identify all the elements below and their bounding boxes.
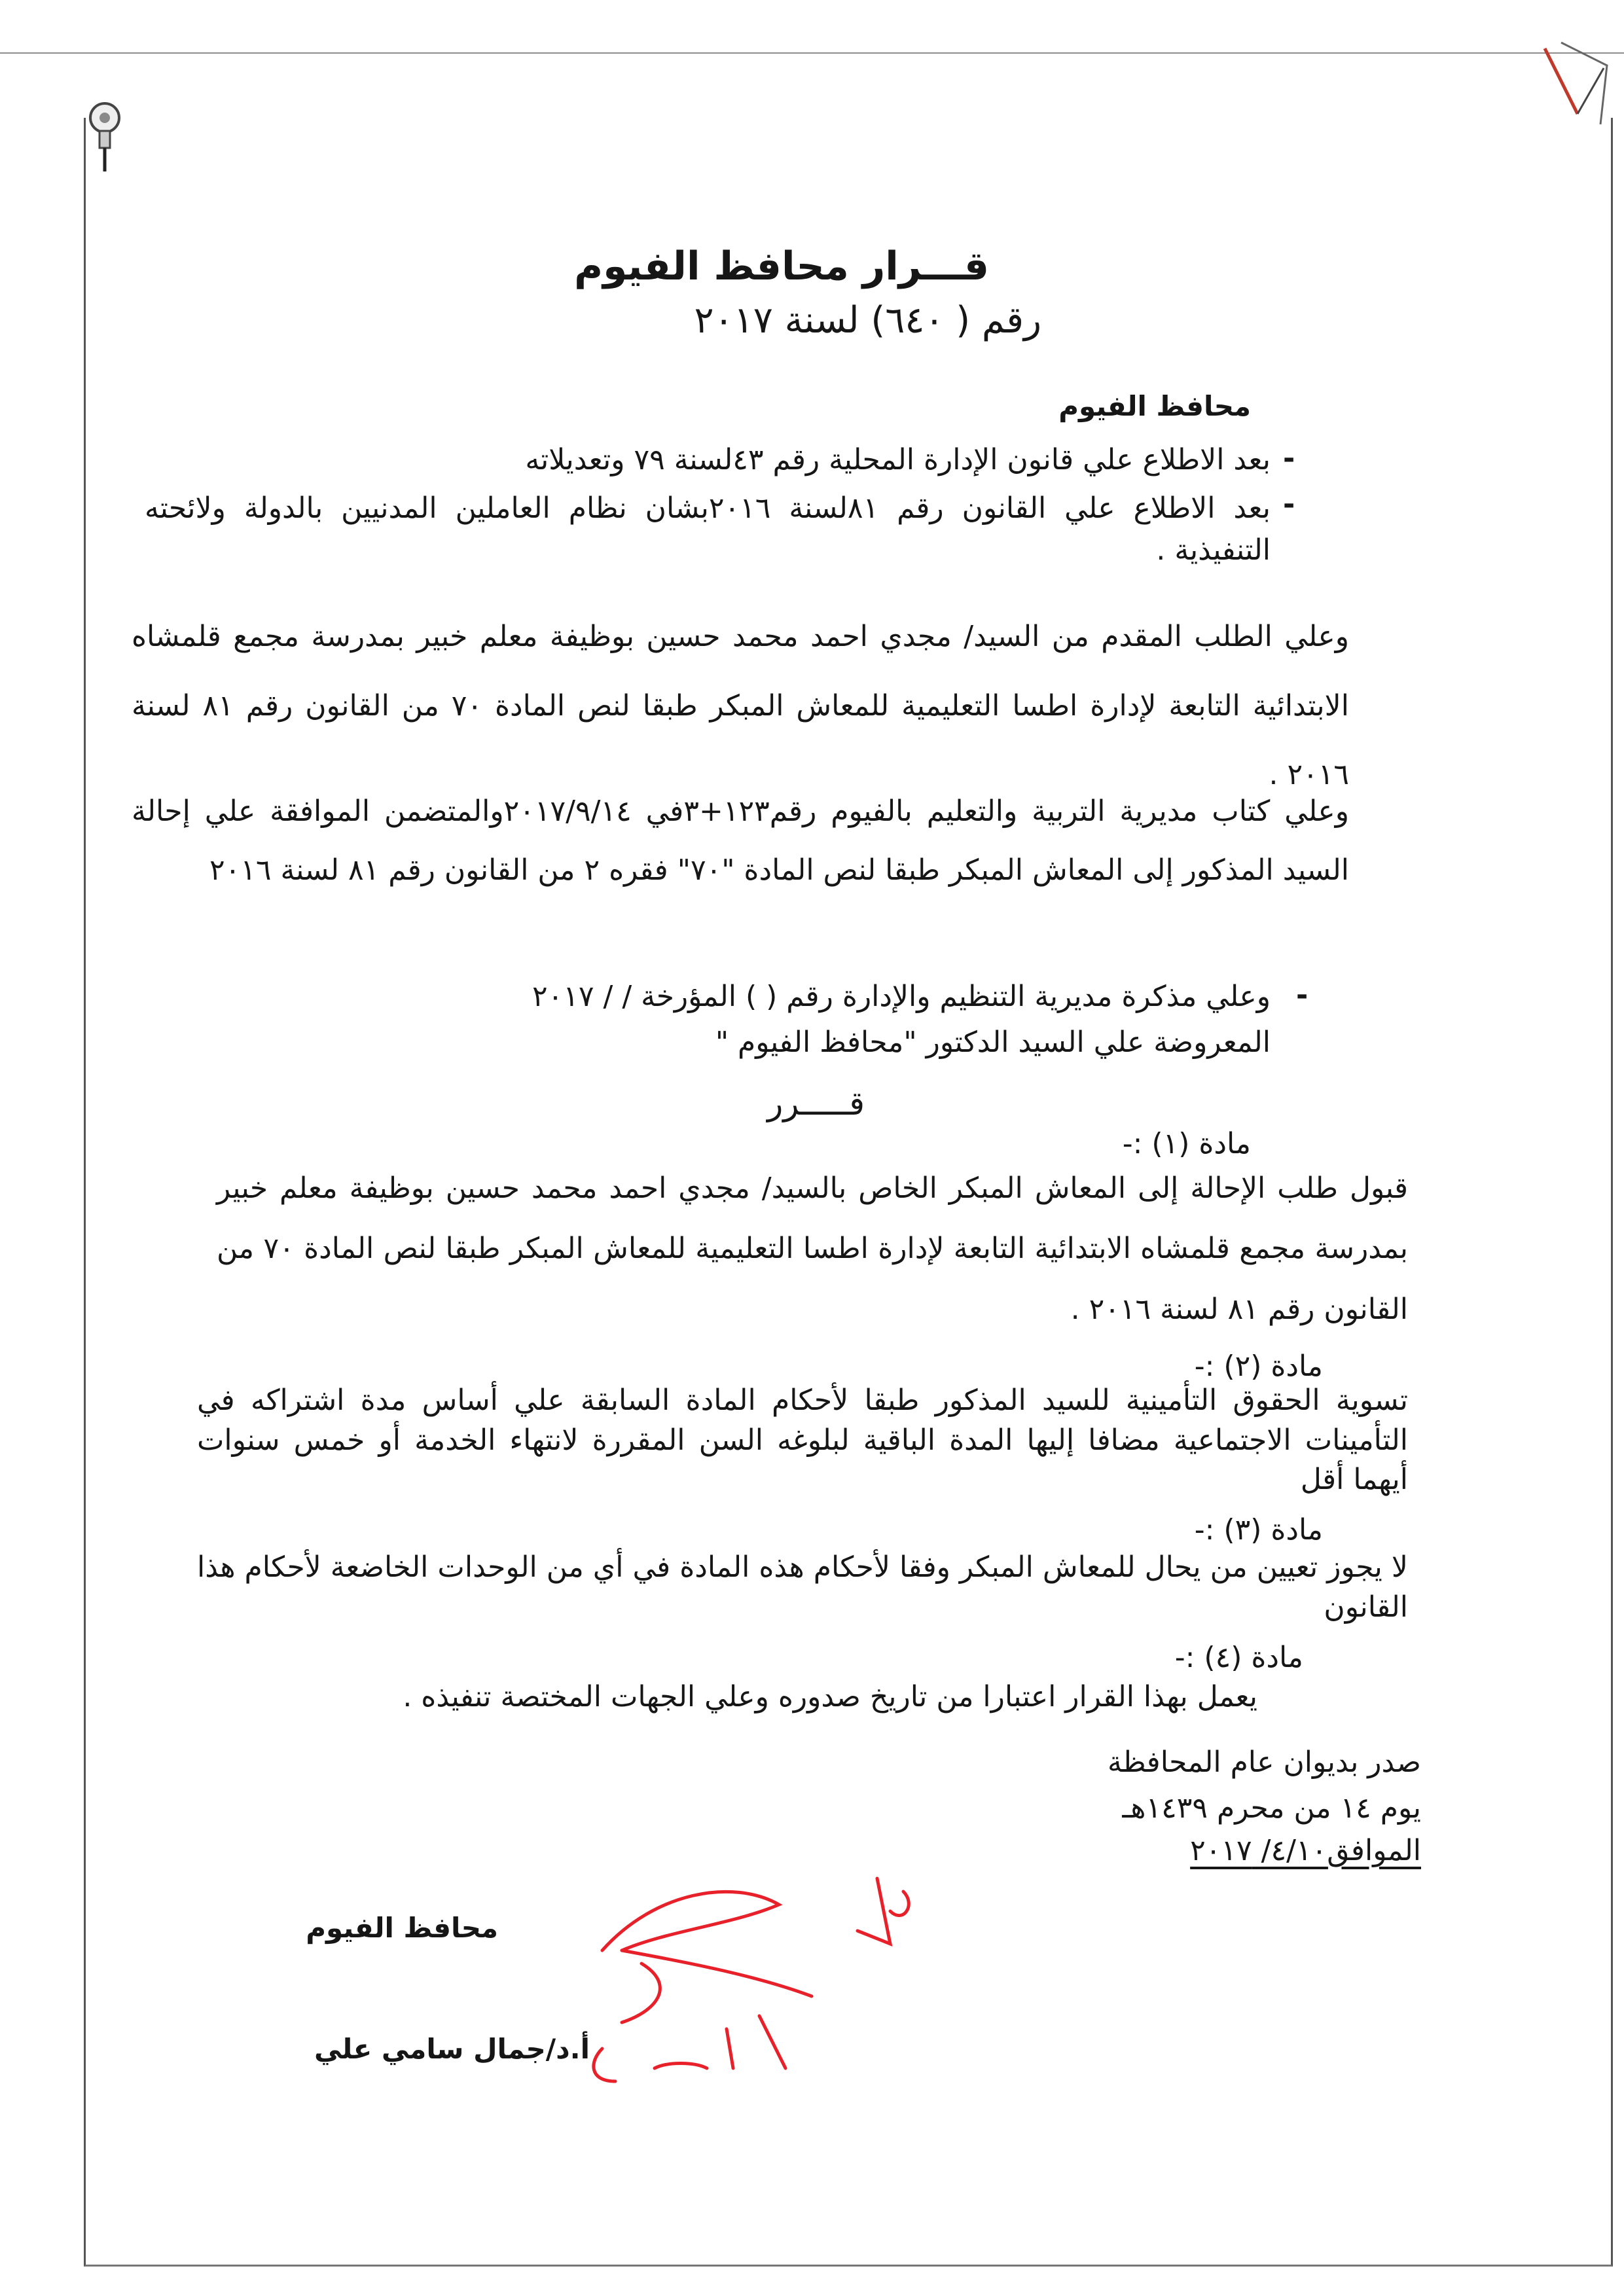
bullet-dash: - <box>1283 488 1295 521</box>
bullet-dash: - <box>1283 442 1295 475</box>
memo-line-2: المعروضة علي السيد الدكتور "محافظ الفيوم " <box>715 1026 1271 1059</box>
intro-item-1: بعد الاطلاع علي قانون الإدارة المحلية رقم ٤٣لسنة ٧٩ وتعديلاته <box>525 443 1271 476</box>
signatory-name: أ.د/جمال سامي علي <box>314 2033 590 2065</box>
issued-line-2: يوم ١٤ من محرم ١٤٣٩هـ <box>1122 1791 1421 1825</box>
thumbtack-icon <box>79 98 131 177</box>
handwritten-signature <box>563 1852 929 2114</box>
article-1-text: قبول طلب الإحالة إلى المعاش المبكر الخاص بالسيد/ مجدي احمد محمد حسين بوظيفة معلم خبير بمدرسة مجمع قلمشاه الابتدائية التابعة لإدارة اطسا التعليمية للمعاش المبكر طبقا لنص المادة ٧٠ من القانون رقم ٨١ لسنة ٢٠١٦ . <box>217 1172 1408 1326</box>
decree-number: رقم ( ٦٤٠) لسنة ٢٠١٧ <box>694 299 1041 342</box>
paragraph-directorate-letter: وعلي كتاب مديرية التربية والتعليم بالفيوم رقم١٢٣+٣في ٢٠١٧/٩/١٤والمتضمن الموافقة علي إحالة السيد المذكور إلى المعاش المبكر طبقا لنص المادة "٧٠" فقره ٢ من القانون رقم ٨١ لسنة ٢٠١٦ <box>132 795 1349 888</box>
article-4-text: يعمل بهذا القرار اعتبارا من تاريخ صدوره وعلي الجهات المختصة تنفيذه . <box>403 1680 1257 1713</box>
article-3-text: لا يجوز تعيين من يحال للمعاش المبكر وفقا لأحكام هذه المادة في أي من الوحدات الخاضعة لأحكام هذا القانون <box>197 1551 1408 1624</box>
article-4-label: مادة (٤) :- <box>1174 1641 1303 1674</box>
corner-mark <box>1538 42 1617 127</box>
article-1-label: مادة (١) :- <box>1122 1127 1251 1160</box>
issued-line-3: الموافق٤/١٠/ ٢٠١٧ <box>1190 1834 1421 1867</box>
article-2-text: تسوية الحقوق التأمينية للسيد المذكور طبقا لأحكام المادة السابقة علي أساس مدة اشتراكه في التأمينات الاجتماعية مضافا إليها المدة الباقية لبلوغه السن المقررة لانتهاء الخدمة أو خمس سنوات أيهما أقل <box>197 1384 1408 1497</box>
article-2-label: مادة (٢) :- <box>1194 1350 1323 1383</box>
intro-item-2: بعد الاطلاع علي القانون رقم ٨١لسنة ٢٠١٦بشان نظام العاملين المدنيين بالدولة ولائحته التنفيذية . <box>145 492 1271 567</box>
signatory-title: محافظ الفيوم <box>306 1912 498 1944</box>
paragraph-request: وعلي الطلب المقدم من السيد/ مجدي احمد محمد حسين بوظيفة معلم خبير بمدرسة مجمع قلمشاه الابتدائية التابعة لإدارة اطسا التعليمية للمعاش المبكر طبقا لنص المادة ٧٠ من القانون رقم ٨١ لسنة ٢٠١٦ . <box>132 620 1349 792</box>
article-3-label: مادة (٣) :- <box>1194 1513 1323 1547</box>
intro-heading: محافظ الفيوم <box>1058 390 1251 422</box>
scan-top-edge <box>0 52 1624 54</box>
bullet-dash: - <box>1296 978 1308 1012</box>
issued-line-1: صدر بديوان عام المحافظة <box>1107 1746 1421 1779</box>
decision-word: قـــــرر <box>767 1085 865 1122</box>
decree-title: قـــرار محافظ الفيوم <box>574 243 989 289</box>
memo-line-1: وعلي مذكرة مديرية التنظيم والإدارة رقم ( ) المؤرخة / / ٢٠١٧ <box>532 980 1271 1013</box>
